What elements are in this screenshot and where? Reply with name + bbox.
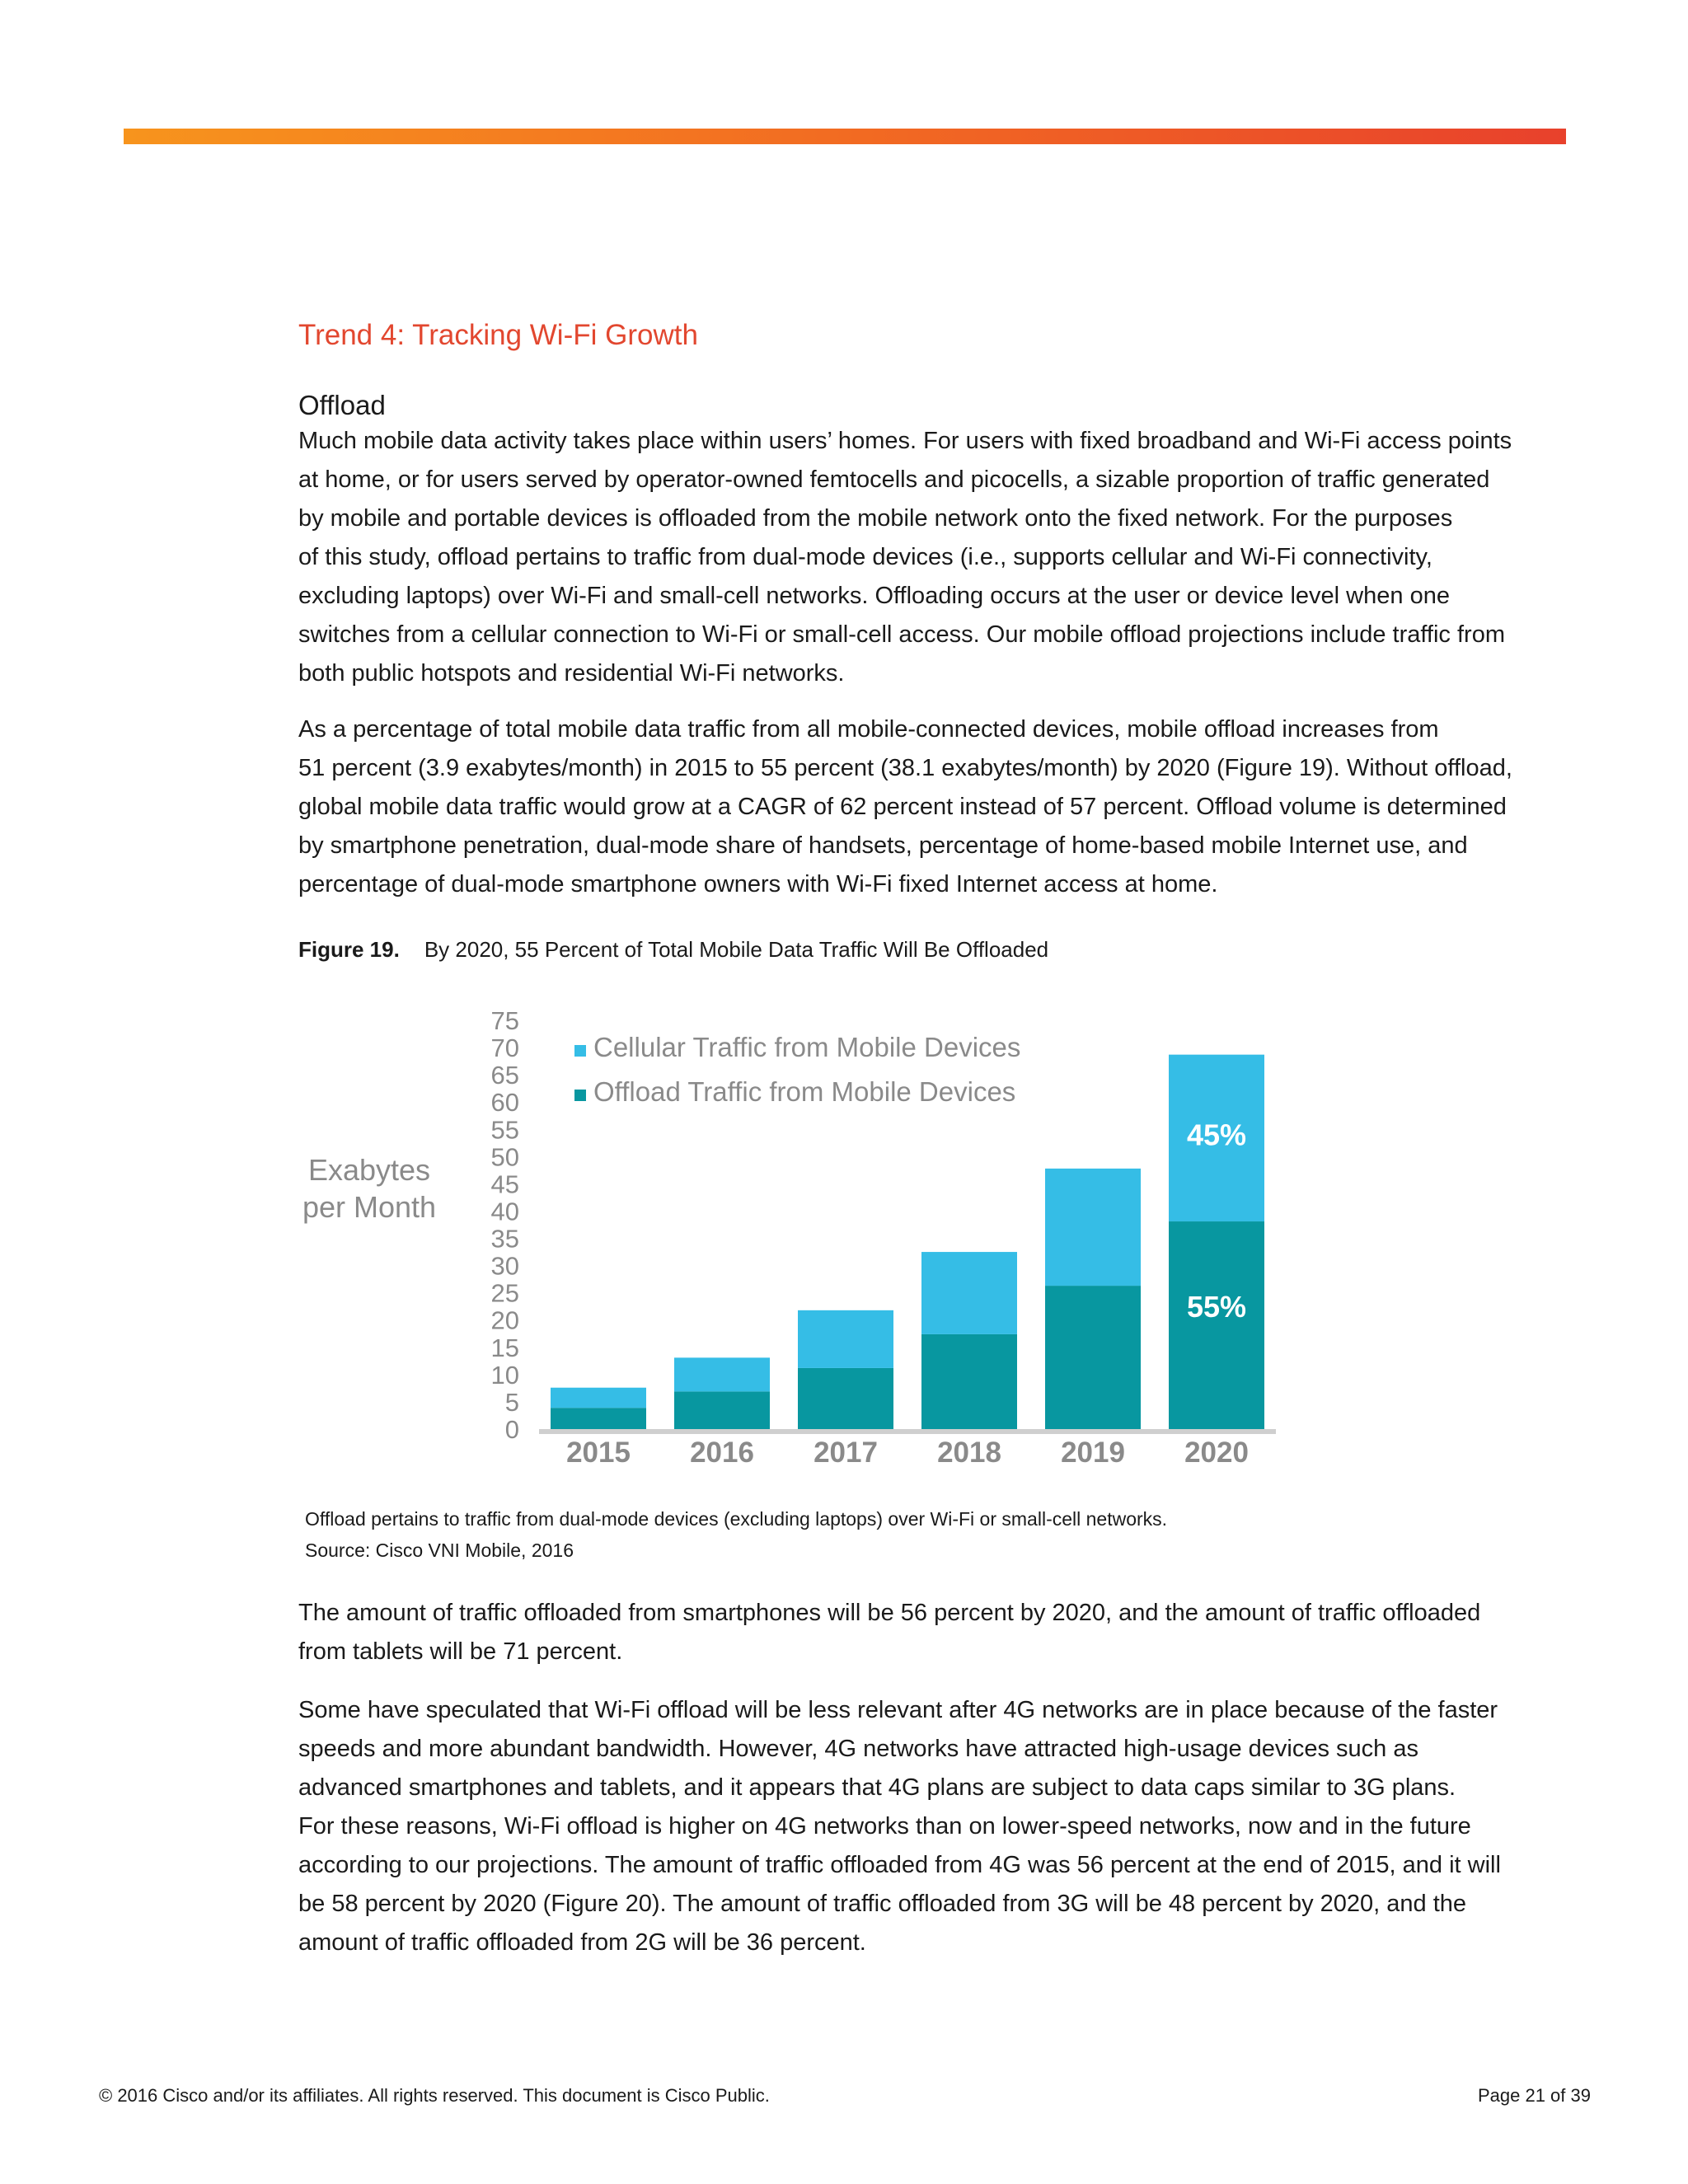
y-tick-label: 35 xyxy=(490,1224,519,1254)
figure-title: By 2020, 55 Percent of Total Mobile Data Traffic Will Be Offloaded xyxy=(424,937,1049,962)
stacked-bar-chart xyxy=(288,989,1311,1483)
bar-segment xyxy=(798,1368,893,1429)
y-axis-label-line: Exabytes xyxy=(307,1153,431,1187)
header-accent-bar xyxy=(124,129,1566,144)
bar-segment xyxy=(674,1391,770,1429)
bar-segment xyxy=(1169,1221,1264,1429)
figure-number: Figure 19. xyxy=(298,937,400,962)
x-tick-label: 2020 xyxy=(1184,1436,1249,1469)
bar-segment xyxy=(1045,1286,1141,1429)
y-tick-label: 40 xyxy=(490,1197,519,1226)
y-tick-label: 65 xyxy=(490,1061,519,1090)
figure-note: Offload pertains to traffic from dual-mode devices (excluding laptops) over Wi-Fi or small-cell networks. Source: Cisco VNI Mobile, 2016 xyxy=(305,1508,1168,1561)
y-tick-label: 75 xyxy=(490,1006,519,1035)
legend-label: Cellular Traffic from Mobile Devices xyxy=(593,1032,1021,1062)
section-title: Trend 4: Tracking Wi-Fi Growth xyxy=(298,319,698,351)
footer-page-number: Page 21 of 39 xyxy=(1477,2085,1591,2106)
y-tick-label: 25 xyxy=(490,1278,519,1308)
bar-percent-label: 55% xyxy=(1186,1290,1247,1324)
y-axis-label-line: per Month xyxy=(302,1190,437,1224)
bar-segment xyxy=(921,1252,1017,1334)
legend-swatch xyxy=(574,1090,586,1101)
x-tick-label: 2017 xyxy=(814,1436,878,1469)
y-tick-label: 70 xyxy=(490,1033,519,1063)
y-tick-label: 30 xyxy=(490,1251,519,1281)
legend-swatch xyxy=(574,1045,586,1057)
bar-segment xyxy=(1045,1169,1141,1286)
x-tick-label: 2015 xyxy=(566,1436,631,1469)
y-tick-label: 60 xyxy=(490,1088,519,1118)
subheading: Offload xyxy=(298,390,386,420)
y-tick-label: 55 xyxy=(490,1115,519,1145)
x-tick-label: 2019 xyxy=(1061,1436,1125,1469)
bar-segment xyxy=(798,1310,893,1368)
y-tick-label: 0 xyxy=(504,1415,519,1444)
y-tick-label: 10 xyxy=(490,1360,519,1390)
bar-segment xyxy=(551,1388,646,1408)
x-tick-label: 2018 xyxy=(937,1436,1001,1469)
footer-copyright: © 2016 Cisco and/or its affiliates. All rights reserved. This document is Cisco Public. xyxy=(99,2085,770,2106)
body-paragraph-4: Some have speculated that Wi-Fi offload will be less relevant after 4G networks are in place because of the faster speeds and more abundant bandwidth. However, 4G networks have attracted high-usage devices such as advanced smartphones and tablets, and it appears that 4G plans are subject to data caps similar to 3G plans. For these reasons, Wi-Fi offload is higher on 4G networks than on lower-speed networks, now and in the future according to our projections. The amount of traffic offloaded from 4G was 56 percent at the end of 2015, and it will be 58 percent by 2020 (Figure 20). The amount of traffic offloaded from 3G will be 48 percent by 2020, and the amount of traffic offloaded from 2G will be 36 percent. xyxy=(298,1697,1501,1956)
figure-caption xyxy=(298,935,1048,964)
y-tick-label: 50 xyxy=(490,1142,519,1172)
bar-segment xyxy=(674,1357,770,1391)
bar-segment xyxy=(551,1408,646,1429)
y-tick-label: 15 xyxy=(490,1333,519,1362)
y-tick-label: 20 xyxy=(490,1305,519,1335)
x-axis-baseline xyxy=(539,1429,1276,1434)
legend-label: Offload Traffic from Mobile Devices xyxy=(593,1076,1016,1107)
bar-percent-label: 45% xyxy=(1186,1118,1247,1152)
body-paragraph-2: As a percentage of total mobile data traffic from all mobile-connected devices, mobile offload increases from 51 percent (3.9 exabytes/month) in 2015 to 55 percent (38.1 exabytes/month) by 2020 (Figure 19). Without offload, global mobile data traffic would grow at a CAGR of 62 percent instead of 57 percent. Offload volume is determined by smartphone penetration, dual-mode share of handsets, percentage of home-based mobile Internet use, and percentage of dual-mode smartphone owners with Wi-Fi fixed Internet access at home. xyxy=(298,716,1512,898)
body-paragraph-3: The amount of traffic offloaded from smartphones will be 56 percent by 2020, and the amount of traffic offloaded from tablets will be 71 percent. xyxy=(298,1600,1481,1665)
bar-segment xyxy=(921,1334,1017,1429)
x-tick-label: 2016 xyxy=(690,1436,754,1469)
body-paragraph-1: Much mobile data activity takes place within users’ homes. For users with fixed broadband and Wi-Fi access points at home, or for users served by operator-owned femtocells and picocells, a sizable proportion of traffic generated by mobile and portable devices is offloaded from the mobile network onto the fixed network. For the purposes of this study, offload pertains to traffic from dual-mode devices (i.e., supports cellular and Wi-Fi connectivity, excluding laptops) over Wi-Fi and small-cell networks. Offloading occurs at the user or device level when one switches from a cellular connection to Wi-Fi or small-cell access. Our mobile offload projections include traffic from both public hotspots and residential Wi-Fi networks. xyxy=(298,428,1512,687)
y-tick-label: 5 xyxy=(504,1387,519,1417)
y-tick-label: 45 xyxy=(490,1169,519,1199)
